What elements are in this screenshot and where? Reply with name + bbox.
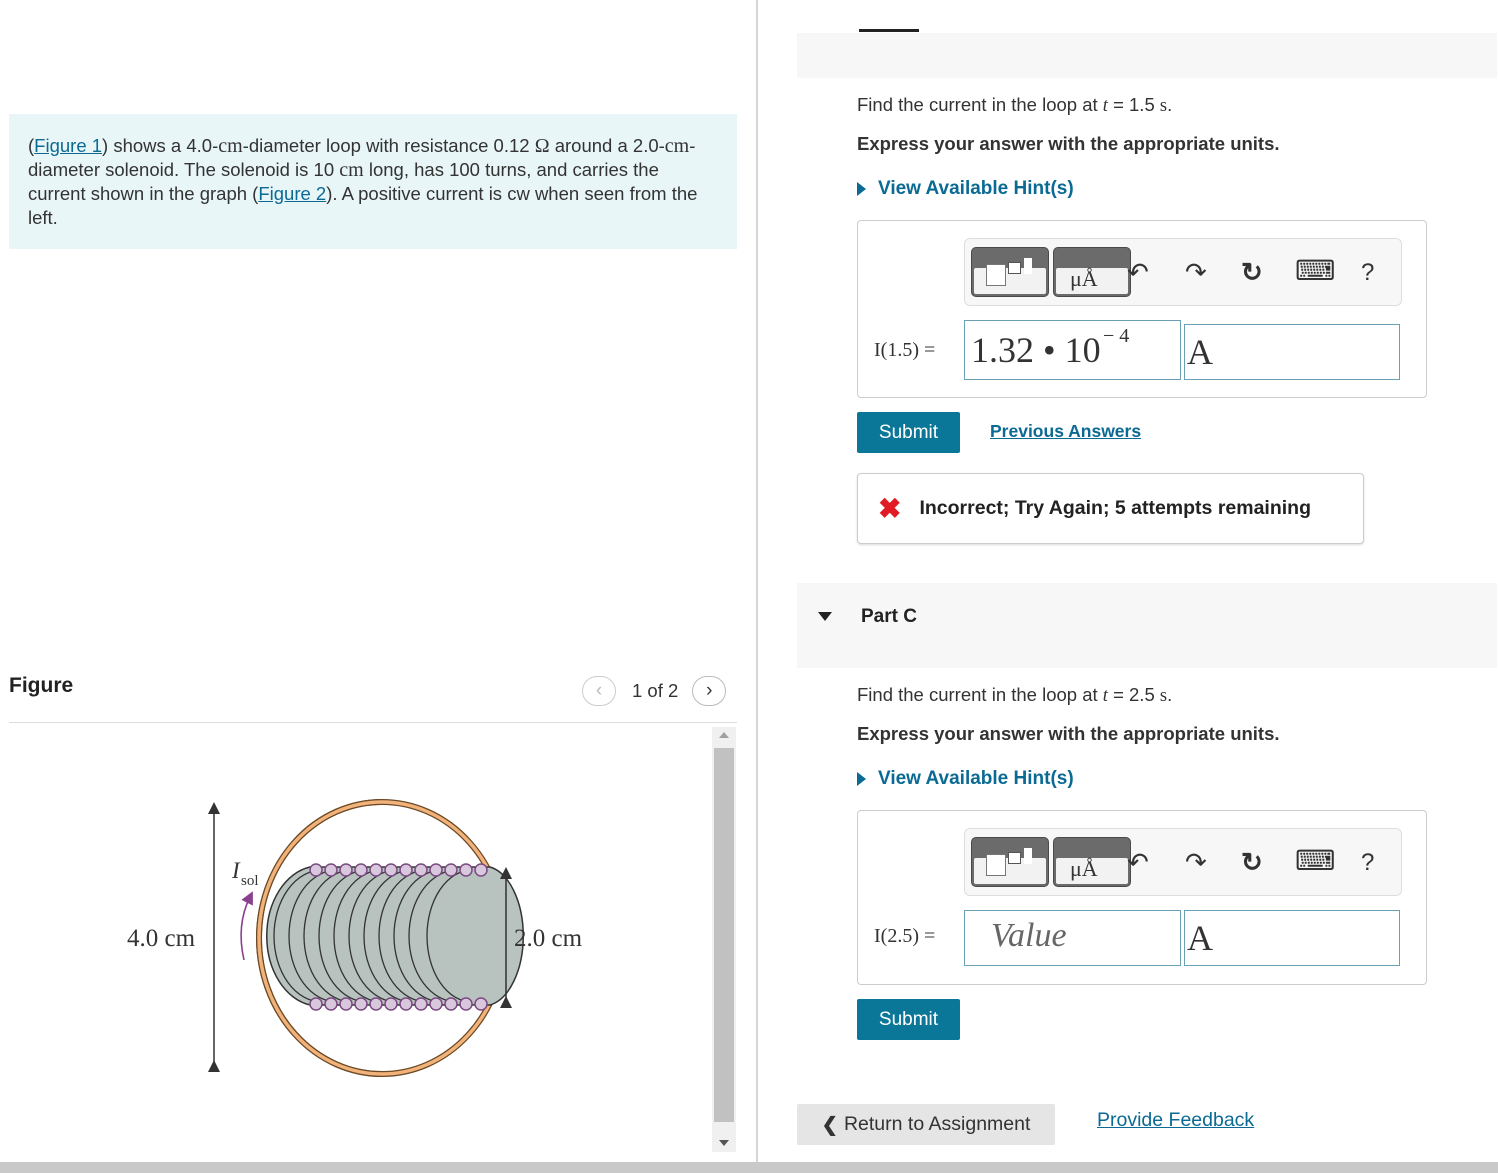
template-box-icon — [1008, 852, 1021, 864]
solenoid-diameter-label: 2.0 cm — [514, 925, 583, 952]
keyboard-icon[interactable]: ⌨ — [1295, 845, 1336, 876]
help-icon[interactable]: ? — [1361, 259, 1375, 286]
unit-cm: cm — [339, 159, 364, 181]
figure-next-button[interactable] — [692, 676, 726, 706]
help-icon[interactable]: ? — [1361, 849, 1375, 876]
problem-text: -diameter loop with resistance 0.12 — [242, 135, 535, 156]
units-icon: μÅ — [1070, 266, 1098, 291]
part-c-answer-box — [857, 810, 1427, 985]
scroll-up-icon[interactable] — [719, 732, 729, 738]
part-b-instructions: Express your answer with the appropriate units. — [857, 133, 1280, 154]
units-icon: μÅ — [1070, 856, 1098, 881]
keyboard-icon[interactable]: ⌨ — [1295, 255, 1336, 286]
part-b-answer-box — [857, 220, 1427, 398]
unit-cm: cm — [664, 135, 690, 157]
figure-diagram — [110, 790, 610, 1090]
part-b-answer-label: I(1.5) = — [874, 339, 936, 361]
chevron-left-icon: ‹ — [595, 680, 603, 701]
part-c-value-input[interactable] — [964, 910, 1181, 966]
window-bottom-scrollbar[interactable] — [0, 1162, 1498, 1173]
current-label-sub: sol — [241, 873, 259, 889]
value-mantissa: 1.32 • 10 — [971, 330, 1101, 370]
figure-pagination — [582, 675, 726, 707]
figure-2-link[interactable]: Figure 2 — [258, 183, 327, 204]
column-divider — [756, 0, 758, 1173]
template-icon — [986, 854, 1006, 876]
part-b-header[interactable] — [797, 33, 1497, 78]
part-b-hint-toggle[interactable]: View Available Hint(s) — [857, 178, 1074, 200]
figure-divider — [9, 722, 737, 723]
caret-right-icon — [857, 772, 866, 786]
problem-text: ). A positive current is cw when seen from the left. — [28, 183, 698, 228]
template-icon — [986, 264, 1006, 286]
templates-button[interactable] — [971, 247, 1049, 297]
undo-icon[interactable]: ↶ — [1127, 257, 1149, 287]
paren: ( — [28, 135, 35, 156]
part-b-submit-button[interactable]: Submit — [857, 412, 960, 453]
provide-feedback-link[interactable]: Provide Feedback — [1097, 1109, 1255, 1131]
problem-text: -diameter solenoid. The solenoid is 10 — [28, 135, 696, 180]
current-label: I — [232, 858, 240, 883]
problem-text: long, has 100 turns, and carries the current shown in the graph ( — [28, 159, 659, 204]
part-c-unit-input[interactable] — [1184, 910, 1400, 966]
return-label: Return to Assignment — [843, 1113, 1031, 1135]
loop-diameter-label: 4.0 cm — [127, 925, 196, 952]
reset-icon[interactable]: ↻ — [1241, 847, 1263, 877]
current-direction-arrow — [241, 897, 250, 960]
part-c-title[interactable]: Part C — [861, 606, 917, 627]
unit-value: A — [1187, 918, 1213, 958]
part-c-question: Find the current in the loop at t = 2.5 s. — [857, 684, 1173, 706]
figure-counter: 1 of 2 — [632, 680, 679, 701]
problem-statement — [9, 114, 737, 249]
chevron-left-icon: ❮ — [821, 1113, 838, 1136]
units-button[interactable] — [1053, 247, 1131, 297]
scroll-down-icon[interactable] — [719, 1140, 729, 1146]
unit-ohm: Ω — [534, 135, 550, 157]
part-b-question: Find the current in the loop at t = 1.5 s. — [857, 94, 1173, 116]
return-to-assignment-button[interactable] — [797, 1104, 1055, 1145]
scroll-thumb[interactable] — [714, 748, 734, 1122]
previous-answers-link[interactable]: Previous Answers — [990, 421, 1142, 441]
reset-icon[interactable]: ↻ — [1241, 257, 1263, 287]
value-exponent: − 4 — [1103, 325, 1130, 347]
unit-value: A — [1187, 332, 1213, 372]
part-b-value-input[interactable] — [964, 320, 1181, 380]
unit-cm: cm — [218, 135, 243, 157]
part-b-feedback — [857, 473, 1364, 544]
part-c-instructions: Express your answer with the appropriate units. — [857, 723, 1280, 744]
undo-icon[interactable]: ↶ — [1127, 847, 1149, 877]
figure-title: Figure — [9, 674, 74, 697]
templates-button[interactable] — [971, 837, 1049, 887]
figure-1-link[interactable]: Figure 1 — [34, 135, 103, 156]
template-box-icon — [1008, 262, 1021, 274]
redo-icon[interactable]: ↷ — [1185, 847, 1207, 877]
caret-right-icon — [857, 182, 866, 196]
chevron-right-icon: › — [706, 680, 713, 701]
units-button[interactable] — [1053, 837, 1131, 887]
redo-icon[interactable]: ↷ — [1185, 257, 1207, 287]
figure-prev-button[interactable] — [582, 676, 616, 706]
feedback-message: Incorrect; Try Again; 5 attempts remaining — [919, 497, 1312, 519]
part-c-answer-label: I(2.5) = — [874, 925, 936, 947]
part-b-math-toolbar — [964, 238, 1402, 306]
incorrect-x-icon: ✖ — [878, 493, 902, 524]
caret-down-icon[interactable] — [818, 612, 832, 621]
value-placeholder: Value — [991, 917, 1067, 954]
part-c-hint-toggle[interactable]: View Available Hint(s) — [857, 768, 1074, 790]
problem-text: around a 2.0- — [549, 135, 665, 156]
part-b-title-fragment — [859, 29, 919, 32]
part-c-submit-button[interactable]: Submit — [857, 999, 960, 1040]
part-b-unit-input[interactable] — [1184, 324, 1400, 380]
part-c-math-toolbar — [964, 828, 1402, 896]
problem-text: ) shows a 4.0- — [102, 135, 219, 156]
